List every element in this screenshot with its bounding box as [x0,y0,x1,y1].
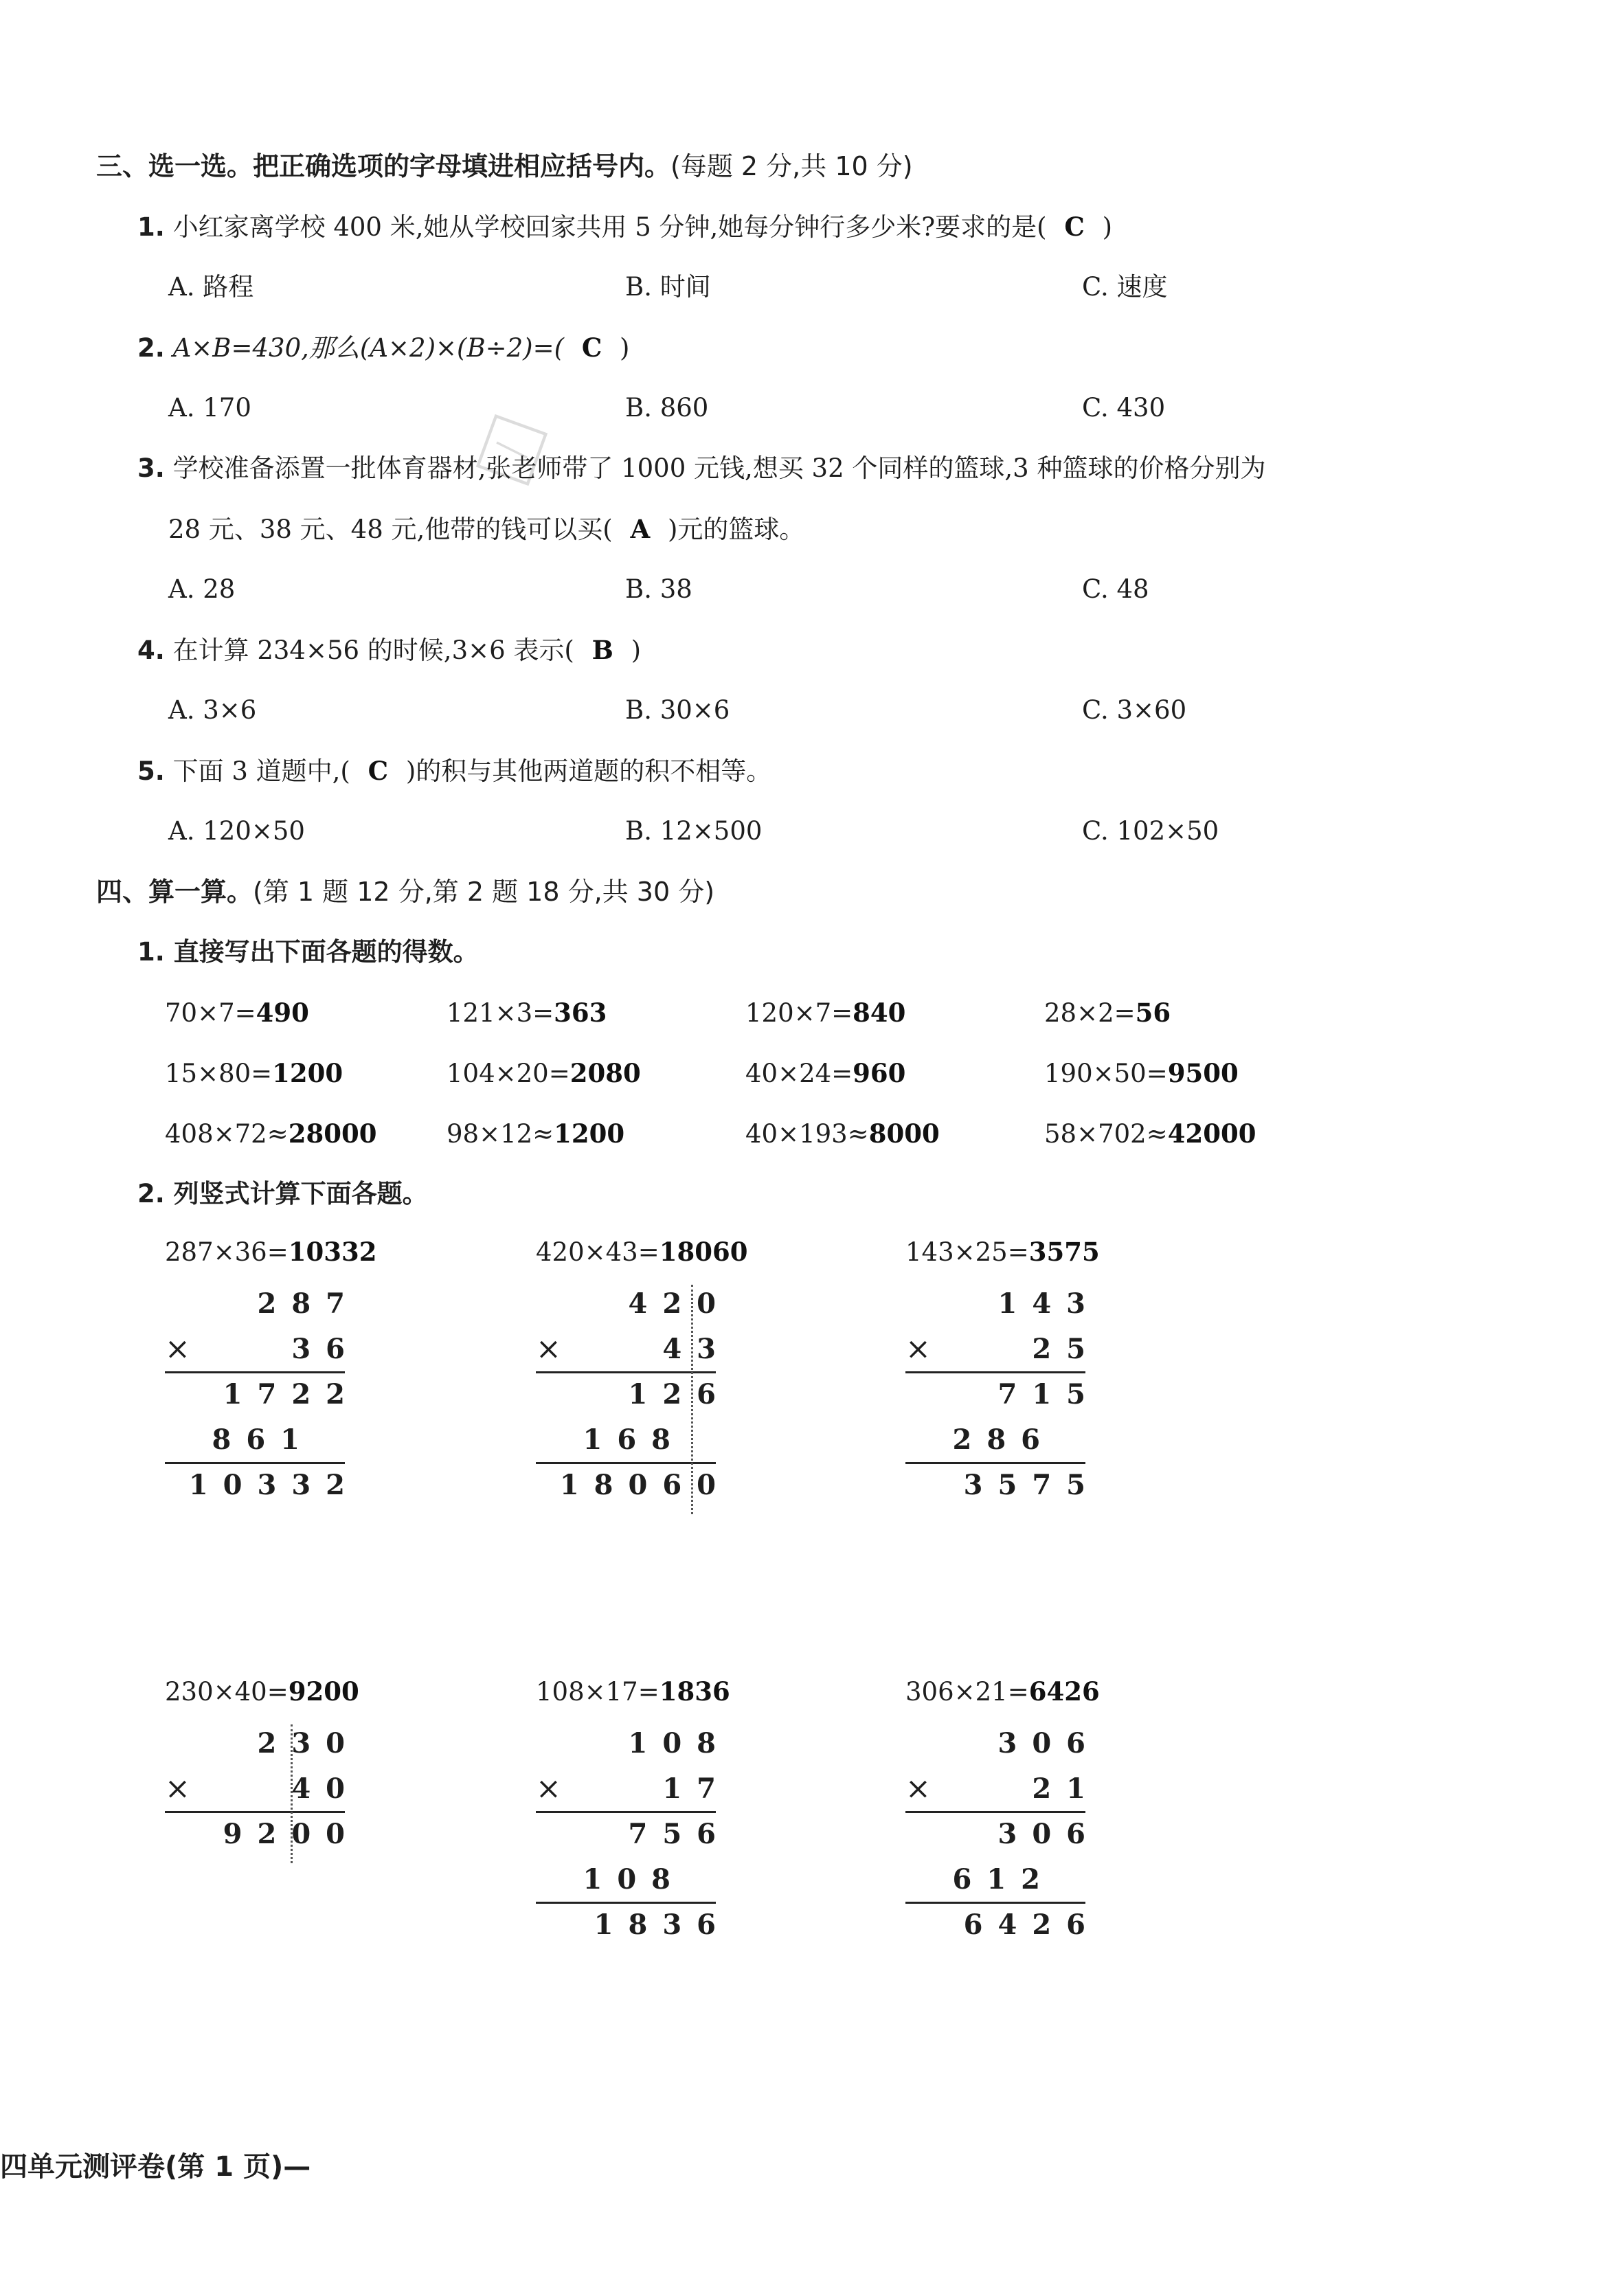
multiplicand: 108 [628,1727,731,1759]
calc-expression: 28×2= [1044,998,1136,1028]
question-text: 下面 3 道题中,( [172,756,350,786]
multiplier: 40 [291,1773,360,1805]
calc-answer: 490 [256,998,309,1028]
question-number: 5. [137,756,165,786]
option-a: A. 28 [168,574,236,604]
direct-calc-item [1044,998,1171,1028]
direct-calc-item [447,998,607,1028]
multiplier: 36 [291,1333,360,1365]
question-text: 小红家离学校 400 米,她从学校回家共用 5 分钟,她每分钟行多少米?要求的是( [172,212,1047,242]
divider-line [905,1462,1085,1464]
question-text-end: ) [1102,212,1112,242]
calc-answer: 363 [554,998,607,1028]
multiplicand: 420 [628,1287,731,1320]
calc-expression: 121×3= [447,998,554,1028]
direct-calc-item [1044,1118,1256,1149]
product-result: 10332 [188,1469,360,1501]
times-sign: × [165,1331,190,1366]
multiplicand: 306 [997,1727,1101,1759]
vertical-problem-header [905,1676,1100,1707]
question-number: 4. [137,636,165,665]
vertical-problem-header [536,1676,730,1707]
section4-title [96,877,714,907]
calc-expression: 408×72≈ [165,1119,289,1149]
answer-letter: C [1064,212,1085,242]
option-c: C. 102×50 [1082,816,1219,846]
question-number: 1. [137,212,165,242]
option-a: A. 170 [168,393,251,423]
multiplicand: 143 [997,1287,1101,1320]
calc-answer: 9500 [1167,1058,1239,1088]
question-text: 学校准备添置一批体育器材,张老师带了 1000 元钱,想买 32 个同样的篮球,3 种篮球的价格分别为 [172,453,1266,483]
answer-letter: C [581,333,602,363]
question-text: A×B=430,那么(A×2)×(B÷2)=( [172,333,565,363]
question-text: 在计算 234×56 的时候,3×6 表示( [172,636,574,665]
calc-answer: 960 [853,1058,906,1088]
option-a: A. 路程 [168,272,254,302]
calc-expression: 120×7= [745,998,853,1028]
question-4 [137,635,641,666]
calc-answer: 2080 [569,1058,641,1088]
product-result: 6426 [963,1909,1101,1941]
question-3 [137,453,1265,484]
question-text-end: )元的篮球。 [667,515,805,544]
vertical-problem-header [905,1237,1100,1268]
calc-expression: 143×25= [905,1237,1029,1267]
question-3-continued [168,514,804,545]
q1-label: 1. 直接写出下面各题的得数。 [137,937,479,967]
question-1 [137,212,1112,243]
direct-calc-item [447,1118,624,1149]
direct-calc-item [745,998,905,1028]
section3-title-text: 三、选一选。把正确选项的字母填进相应括号内。 [96,151,671,181]
option-c: C. 48 [1082,574,1149,604]
vertical-problem-header [165,1676,359,1707]
direct-calc-item [165,1118,376,1149]
divider-line [536,1371,716,1373]
answer-letter: A [630,514,651,544]
partial-product: 715 [997,1378,1101,1410]
divider-line [905,1902,1085,1904]
zero-guide-line [691,1285,693,1514]
section4-note: (第 1 题 12 分,第 2 题 18 分,共 30 分) [253,877,715,907]
calc-answer: 28000 [288,1118,377,1149]
calc-expression: 40×193≈ [745,1119,869,1149]
vertical-problem-header [165,1237,376,1268]
divider-line [165,1811,345,1813]
question-number: 3. [137,453,165,483]
calc-expression: 70×7= [165,998,256,1028]
multiplicand: 287 [257,1287,360,1320]
times-sign: × [165,1771,190,1806]
direct-calc-item [165,1058,343,1089]
calc-expression: 104×20= [447,1059,570,1088]
option-c: C. 430 [1082,393,1166,423]
divider-line [536,1902,716,1904]
question-5 [137,756,771,787]
question-text-end: ) [620,333,630,363]
calc-answer: 8000 [868,1118,940,1149]
option-b: B. 860 [625,393,709,423]
option-a: A. 120×50 [168,816,305,846]
multiplicand: 230 [257,1727,360,1759]
divider-line [165,1462,345,1464]
calc-answer: 1836 [659,1676,730,1707]
option-b: B. 12×500 [625,816,763,846]
calc-answer: 9200 [288,1676,359,1707]
times-sign: × [536,1771,561,1806]
calc-answer: 42000 [1167,1118,1256,1149]
question-text-end: )的积与其他两道题的积不相等。 [405,756,772,786]
divider-line [905,1811,1085,1813]
direct-calc-item [745,1058,905,1089]
product-result: 3575 [963,1469,1101,1501]
product-result: 1836 [594,1909,731,1941]
section3-title [96,151,913,181]
option-c: C. 速度 [1082,272,1168,302]
multiplier: 43 [662,1333,731,1365]
calc-expression: 98×12≈ [447,1119,554,1149]
partial-product: 306 [997,1818,1101,1850]
option-b: B. 时间 [625,272,711,302]
calc-expression: 230×40= [165,1677,289,1707]
answer-letter: B [591,635,613,665]
option-a: A. 3×6 [168,695,257,725]
option-b: B. 38 [625,574,692,604]
partial-product: 286 [952,1424,1055,1456]
question-text-end: ) [631,636,642,665]
times-sign: × [905,1771,931,1806]
direct-calc-item [447,1058,641,1089]
calc-answer: 1200 [554,1118,625,1149]
partial-product: 168 [583,1424,686,1456]
calc-answer: 18060 [659,1237,748,1267]
vertical-problem-header [536,1237,747,1268]
partial-product: 126 [628,1378,731,1410]
calc-expression: 58×702≈ [1044,1119,1168,1149]
multiplier: 21 [1032,1773,1101,1805]
partial-product: 861 [212,1424,315,1456]
calc-expression: 108×17= [536,1677,659,1707]
calc-expression: 40×24= [745,1059,853,1088]
direct-calc-item [1044,1058,1239,1089]
question-2 [137,333,629,363]
partial-product: 612 [952,1863,1055,1896]
calc-expression: 15×80= [165,1059,273,1088]
q2-label: 2. 列竖式计算下面各题。 [137,1179,428,1208]
zero-guide-line [291,1724,293,1863]
calc-answer: 6426 [1028,1676,1100,1707]
calc-expression: 287×36= [165,1237,289,1267]
calc-expression: 306×21= [905,1677,1029,1707]
section4-title-text: 四、算一算。 [96,877,253,907]
page-footer: 四单元测评卷(第 1 页)— [0,2151,311,2183]
product-result: 18060 [559,1469,731,1501]
partial-product: 1722 [223,1378,360,1410]
partial-product: 108 [583,1863,686,1896]
partial-product: 756 [628,1818,731,1850]
times-sign: × [905,1331,931,1366]
calc-answer: 1200 [272,1058,343,1088]
calc-answer: 840 [853,998,906,1028]
section3-note: (每题 2 分,共 10 分) [670,151,913,181]
product-result: 9200 [223,1818,360,1850]
option-b: B. 30×6 [625,695,730,725]
direct-calc-item [745,1118,940,1149]
divider-line [536,1462,716,1464]
calc-expression: 420×43= [536,1237,659,1267]
multiplier: 25 [1032,1333,1101,1365]
calc-answer: 10332 [288,1237,377,1267]
calc-answer: 3575 [1028,1237,1100,1267]
multiplier: 17 [662,1773,731,1805]
question-number: 2. [137,333,165,363]
calc-answer: 56 [1135,998,1171,1028]
question-text: 28 元、38 元、48 元,他带的钱可以买( [168,515,613,544]
watermark-stamp-icon [474,412,550,488]
direct-calc-item [165,998,309,1028]
answer-letter: C [368,756,389,786]
times-sign: × [536,1331,561,1366]
divider-line [536,1811,716,1813]
option-c: C. 3×60 [1082,695,1187,725]
calc-expression: 190×50= [1044,1059,1168,1088]
divider-line [905,1371,1085,1373]
divider-line [165,1371,345,1373]
